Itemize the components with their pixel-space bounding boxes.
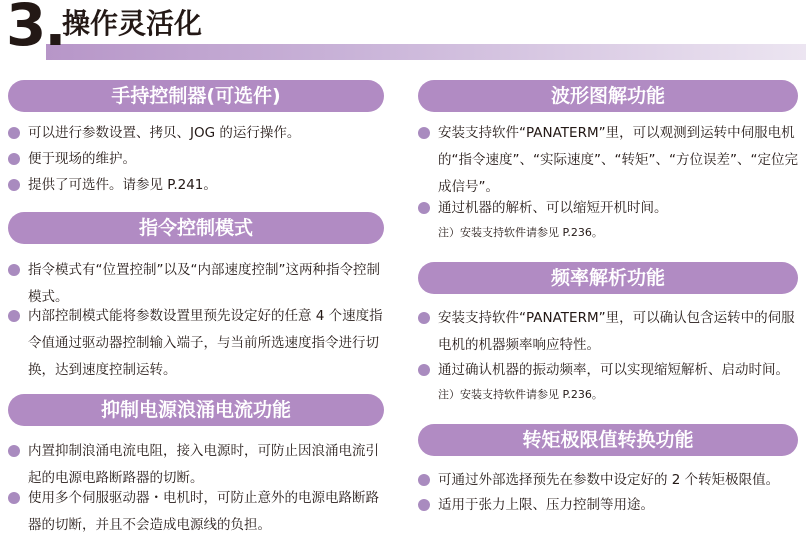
section-title-command-control-mode: 指令控制模式 bbox=[8, 212, 384, 244]
section-title-handheld-controller: 手持控制器(可选件) bbox=[8, 80, 384, 112]
bullet-icon bbox=[8, 445, 20, 457]
section-title-inrush-current: 抑制电源浪涌电流功能 bbox=[8, 394, 384, 426]
bullet-icon bbox=[418, 127, 430, 139]
list-item: 通过机器的解析、可以缩短开机时间。 bbox=[418, 195, 800, 222]
bullet-icon bbox=[8, 492, 20, 504]
list-item: 通过确认机器的振动频率，可以实现缩短解析、启动时间。 bbox=[418, 357, 802, 384]
bullet-icon bbox=[418, 499, 430, 511]
page-title: 操作灵活化 bbox=[62, 7, 203, 40]
header-bar bbox=[46, 44, 806, 60]
bullet-icon bbox=[8, 153, 20, 165]
footnote: 注）安装支持软件请参见 P.236。 bbox=[438, 226, 603, 239]
section-title-frequency-analysis: 频率解析功能 bbox=[418, 262, 798, 294]
list-item: 安装支持软件“PANATERM”里，可以确认包含运转中的伺服电机的机器频率响应特性。 bbox=[418, 305, 800, 359]
bullet-icon bbox=[418, 474, 430, 486]
footnote: 注）安装支持软件请参见 P.236。 bbox=[438, 388, 603, 401]
bullet-icon bbox=[418, 202, 430, 214]
list-item: 提供了可选件。请参见 P.241。 bbox=[8, 172, 386, 199]
list-item: 内部控制模式能将参数设置里预先设定好的任意 4 个速度指令值通过驱动器控制输入端子，与当前所选速度指令进行切换，达到速度控制运转。 bbox=[8, 303, 388, 384]
section-number: 3. bbox=[6, 0, 65, 59]
section-title-torque-limit: 转矩极限值转换功能 bbox=[418, 424, 798, 456]
bullet-icon bbox=[418, 364, 430, 376]
page-header bbox=[0, 0, 806, 62]
list-item: 可以进行参数设置、拷贝、JOG 的运行操作。 bbox=[8, 120, 386, 147]
section-title-waveform: 波形图解功能 bbox=[418, 80, 798, 112]
list-item: 安装支持软件“PANATERM”里，可以观测到运转中伺服电机的“指令速度”、“实际速度”、“转矩”、“方位误差”、“定位完成信号”。 bbox=[418, 120, 800, 201]
bullet-icon bbox=[8, 127, 20, 139]
list-item: 适用于张力上限、压力控制等用途。 bbox=[418, 492, 802, 519]
bullet-icon bbox=[8, 264, 20, 276]
list-item: 使用多个伺服驱动器・电机时，可防止意外的电源电路断路器的切断，并且不会造成电源线的负担。 bbox=[8, 485, 388, 539]
bullet-icon bbox=[8, 310, 20, 322]
list-item: 可通过外部选择预先在参数中设定好的 2 个转矩极限值。 bbox=[418, 467, 802, 494]
list-item: 便于现场的维护。 bbox=[8, 146, 386, 173]
list-item: 指令模式有“位置控制”以及“内部速度控制”这两种指令控制模式。 bbox=[8, 257, 388, 311]
bullet-icon bbox=[418, 312, 430, 324]
bullet-icon bbox=[8, 179, 20, 191]
list-item: 内置抑制浪涌电流电阻，接入电源时，可防止因浪涌电流引起的电源电路断路器的切断。 bbox=[8, 438, 388, 492]
